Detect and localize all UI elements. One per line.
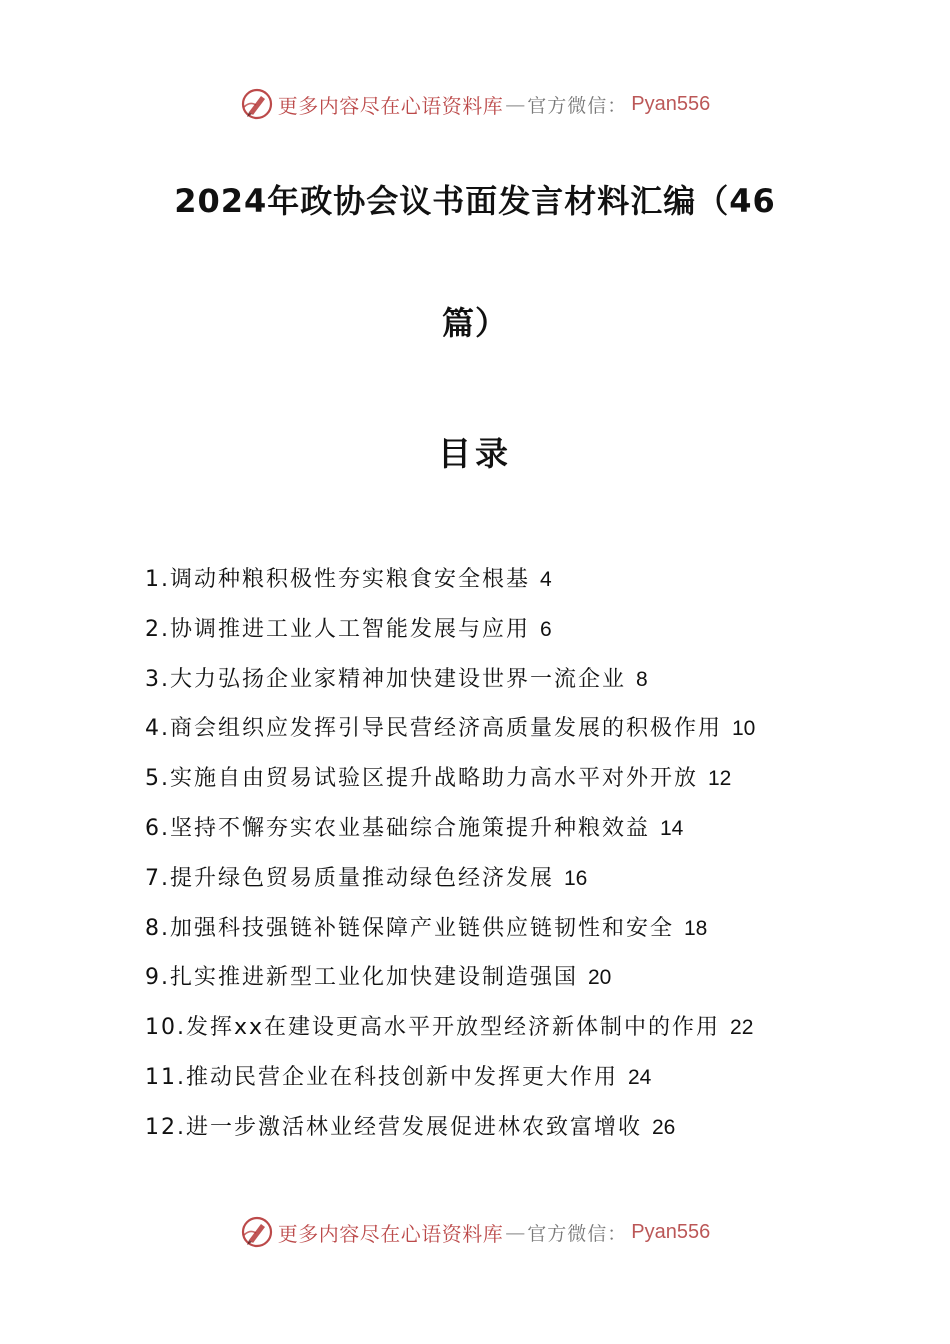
banner-brand-text: 更多内容尽在心语资料库 xyxy=(277,93,504,118)
toc-heading: 目录 xyxy=(438,434,512,473)
toc-item[interactable] xyxy=(145,761,825,811)
toc-item[interactable] xyxy=(145,562,825,612)
toc-item-page: 26 xyxy=(652,1115,676,1139)
toc-item-label: 12.进一步激活林业经营发展促进林农致富增收 xyxy=(145,1114,642,1140)
table-of-contents xyxy=(145,562,825,1160)
toc-item-page: 10 xyxy=(732,717,756,741)
toc-item[interactable] xyxy=(145,662,825,712)
toc-item[interactable] xyxy=(145,960,825,1010)
pen-logo-icon xyxy=(240,1215,274,1249)
banner-wechat-label: 官方微信： xyxy=(527,1222,628,1245)
banner-dash: — xyxy=(505,92,526,116)
toc-item-label: 1.调动种粮积极性夯实粮食安全根基 xyxy=(145,567,530,592)
toc-item[interactable] xyxy=(145,1110,825,1160)
toc-item[interactable] xyxy=(145,1010,825,1060)
banner-wechat-label: 官方微信： xyxy=(527,94,628,117)
toc-item-page: 14 xyxy=(660,816,684,840)
toc-item-page: 8 xyxy=(636,667,648,691)
banner-brand-text: 更多内容尽在心语资料库 xyxy=(277,1221,504,1246)
toc-item[interactable] xyxy=(145,1060,825,1110)
toc-item[interactable] xyxy=(145,911,825,961)
toc-item-label: 9.扎实推进新型工业化加快建设制造强国 xyxy=(145,965,578,991)
header-banner xyxy=(0,86,950,122)
toc-item-label: 6.坚持不懈夯实农业基础综合施策提升种粮效益 xyxy=(145,815,650,841)
toc-item[interactable] xyxy=(145,612,825,662)
banner-wechat-id: Pyan556 xyxy=(631,92,711,115)
toc-item-label: 7.提升绿色贸易质量推动绿色经济发展 xyxy=(145,865,554,891)
toc-item-label: 11.推动民营企业在科技创新中发挥更大作用 xyxy=(145,1064,618,1090)
toc-item-page: 24 xyxy=(628,1065,652,1089)
toc-item-label: 8.加强科技强链补链保障产业链供应链韧性和安全 xyxy=(145,915,674,941)
toc-item[interactable] xyxy=(145,711,825,761)
toc-item-label: 3.大力弘扬企业家精神加快建设世界一流企业 xyxy=(145,666,626,692)
toc-item-label: 5.实施自由贸易试验区提升战略助力高水平对外开放 xyxy=(145,766,698,792)
banner-dash: — xyxy=(505,1220,526,1244)
toc-item-label: 10.发挥xx在建设更高水平开放型经济新体制中的作用 xyxy=(145,1015,721,1041)
footer-banner xyxy=(0,1214,950,1250)
toc-item-page: 22 xyxy=(730,1016,754,1040)
toc-item-label: 2.协调推进工业人工智能发展与应用 xyxy=(145,616,530,642)
toc-item-page: 4 xyxy=(540,568,552,591)
document-title-line2: 篇） xyxy=(441,304,508,342)
toc-item-page: 12 xyxy=(708,767,732,791)
toc-item-label: 4.商会组织应发挥引导民营经济高质量发展的积极作用 xyxy=(145,716,722,742)
banner-wechat-id: Pyan556 xyxy=(631,1220,711,1243)
toc-item-page: 6 xyxy=(540,617,552,641)
toc-item[interactable] xyxy=(145,811,825,861)
toc-item[interactable] xyxy=(145,861,825,911)
document-title-line1: 2024年政协会议书面发言材料汇编（46 xyxy=(174,182,776,220)
toc-item-page: 16 xyxy=(564,866,588,890)
toc-item-page: 20 xyxy=(588,966,612,990)
pen-logo-icon xyxy=(240,87,274,121)
toc-item-page: 18 xyxy=(684,916,708,940)
